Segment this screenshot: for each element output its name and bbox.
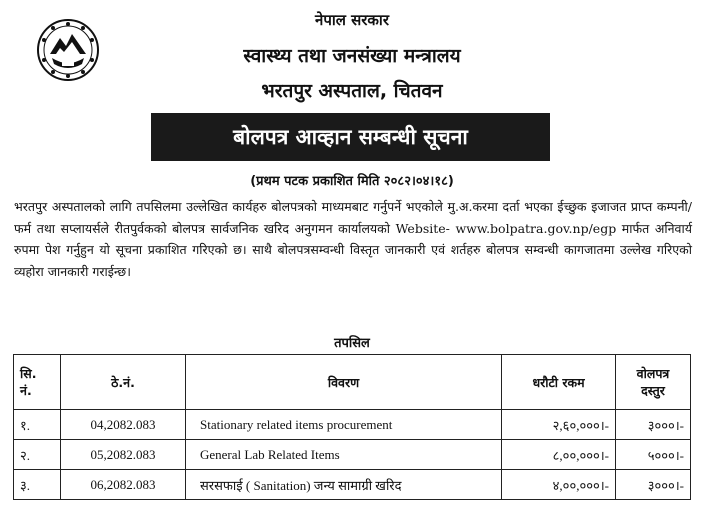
publication-date: (प्रथम पटक प्रकाशित मिति २०८२।०४।१८) (250, 174, 454, 189)
banner-title: बोलपत्र आव्हान सम्बन्धी सूचना (233, 125, 468, 149)
table-row (14, 440, 691, 470)
row-sn: २. (14, 440, 61, 470)
table-title: तपसिल (334, 336, 370, 351)
notice-paragraph: भरतपुर अस्पतालको लागि तपसिलमा उल्लेखित कार्यहरु बोलपत्रको माध्यमबाट गर्नुपर्ने भएकोले मु.अ.करमा दर्ता भएका ईच्छुक इजाजत प्राप्त कम्पनी/फर्म तथा सप्लायर्सले रीतपुर्वकको बोलपत्र सार्वजनिक खरिद अनुगमन कार्यालयको Website- www.bolpatra.gov.np/egp मार्फत अनिवार्य रुपमा पेश गर्नुहुन यो सूचना प्रकाशित गरिएको छ। साथै बोलपत्रसम्वन्धी विस्तृत जानकारी एवं शर्तहरु बोलपत्र सम्वन्धी कागजातमा उल्लेख गरिएको व्यहोरा जानकारी गराईन्छ। (14, 199, 692, 279)
row-fee: ५०००।- (616, 440, 691, 470)
table-header-row (14, 355, 691, 410)
table-row (14, 470, 691, 500)
header-fee-line1: वोलपत्र (636, 366, 670, 381)
header-sn (14, 355, 61, 410)
header-deposit: धरौटी रकम (502, 355, 616, 410)
header-fee (616, 355, 691, 410)
header-sn-line2: नं. (20, 383, 32, 398)
row-tender-no: 06,2082.083 (61, 470, 186, 500)
row-deposit: २,६०,०००।- (502, 410, 616, 440)
row-fee: ३०००।- (616, 470, 691, 500)
government-title: नेपाल सरकार (315, 11, 389, 29)
row-tender-no: 04,2082.083 (61, 410, 186, 440)
row-description: Stationary related items procurement (186, 410, 502, 440)
row-sn: ३. (14, 470, 61, 500)
ministry-title: स्वास्थ्य तथा जनसंख्या मन्त्रालय (243, 45, 461, 67)
header-description: विवरण (186, 355, 502, 410)
hospital-title: भरतपुर अस्पताल, चितवन (261, 80, 443, 102)
row-description: सरसफाई ( Sanitation) जन्य सामाग्री खरिद (186, 470, 502, 500)
notice-banner (151, 113, 550, 161)
header-sn-line1: सि. (20, 366, 37, 381)
header-tender-no: ठे.नं. (61, 355, 186, 410)
row-tender-no: 05,2082.083 (61, 440, 186, 470)
header-fee-line2: दस्तुर (641, 383, 665, 398)
row-deposit: ८,००,०००।- (502, 440, 616, 470)
row-deposit: ४,००,०००।- (502, 470, 616, 500)
row-sn: १. (14, 410, 61, 440)
row-description: General Lab Related Items (186, 440, 502, 470)
row-fee: ३०००।- (616, 410, 691, 440)
tender-table (13, 354, 691, 500)
table-row (14, 410, 691, 440)
